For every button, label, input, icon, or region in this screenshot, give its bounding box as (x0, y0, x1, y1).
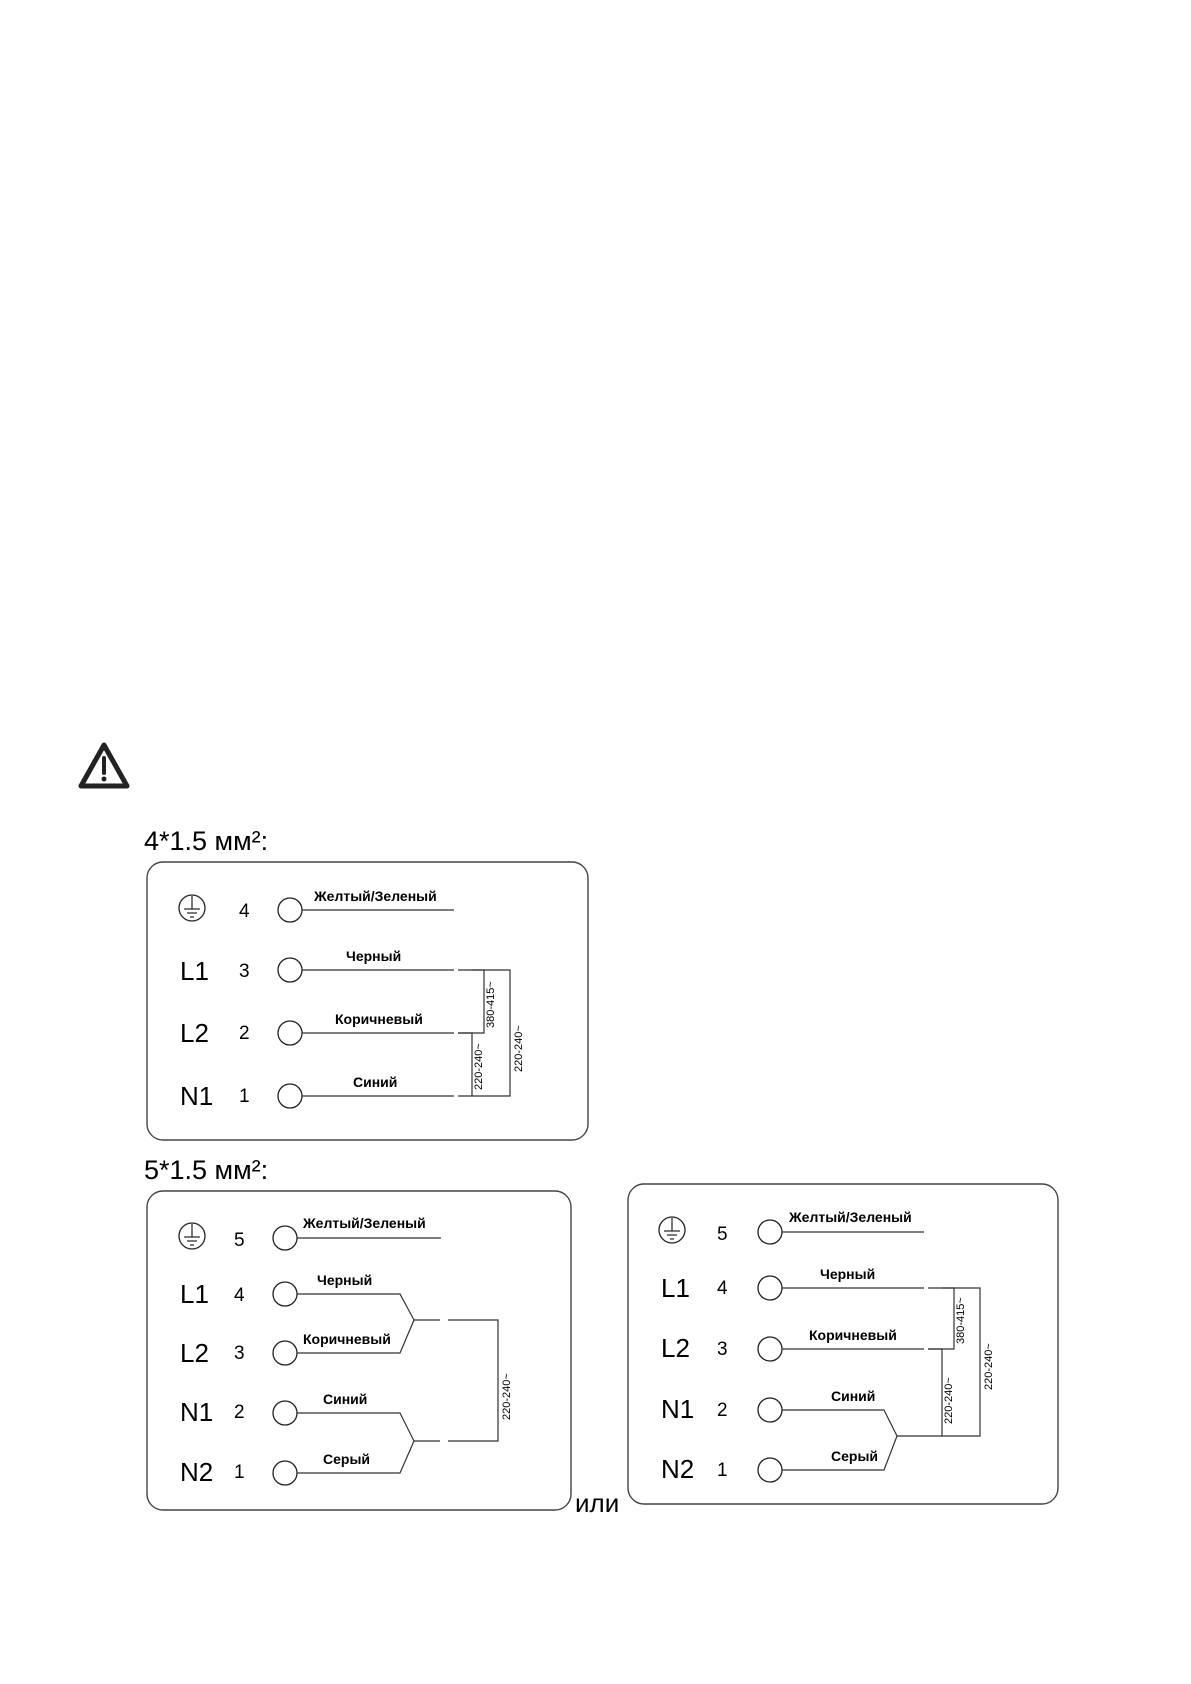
terminal-circle (273, 1341, 297, 1365)
ground-number: 5 (234, 1230, 245, 1251)
terminal-n2-number: 1 (717, 1460, 728, 1481)
or-label: или (575, 1488, 620, 1518)
terminal-l2: L2 (180, 1338, 209, 1368)
terminal-n1-number: 1 (239, 1086, 250, 1107)
voltage-label: 220-240~ (473, 1043, 485, 1090)
terminal-circle (758, 1276, 782, 1300)
terminal-circle (278, 898, 302, 922)
diagram-4-wire (147, 862, 588, 1140)
ground-icon (659, 1217, 685, 1243)
warning-icon (81, 745, 127, 786)
voltage-label: 380-415~ (955, 1297, 967, 1344)
wire-n1 (782, 1410, 897, 1436)
terminal-l2: L2 (661, 1333, 690, 1363)
terminal-circle (758, 1337, 782, 1361)
wire-label-l1: Черный (820, 1266, 876, 1282)
wire-label-n1: Синий (353, 1074, 398, 1090)
terminal-l2-number: 2 (239, 1023, 250, 1044)
terminal-circle (758, 1220, 782, 1244)
terminal-n1: N1 (180, 1081, 214, 1111)
bracket-380 (928, 1288, 954, 1349)
wire-label-n2: Серый (323, 1451, 371, 1467)
wire-n1 (297, 1413, 414, 1441)
terminal-l1-number: 3 (239, 961, 250, 982)
terminal-l1: L1 (180, 956, 209, 986)
wire-label-l2: Коричневый (335, 1011, 423, 1027)
terminal-circle (758, 1398, 782, 1422)
wire-label-l2: Коричневый (303, 1331, 391, 1347)
wire-label-ground: Желтый/Зеленый (314, 888, 437, 904)
wire-label-n2: Серый (831, 1448, 879, 1464)
voltage-label: 220-240~ (513, 1025, 525, 1072)
terminal-circle (758, 1458, 782, 1482)
terminal-circle (273, 1401, 297, 1425)
diagram-5-wire-b (628, 1184, 1058, 1504)
voltage-label: 220-240~ (943, 1377, 955, 1424)
terminal-n1-number: 2 (234, 1402, 245, 1423)
terminal-l1-number: 4 (717, 1278, 728, 1299)
terminal-circle (278, 1021, 302, 1045)
terminal-l2: L2 (180, 1018, 209, 1048)
terminal-l1-number: 4 (234, 1285, 245, 1306)
voltage-label: 380-415~ (485, 981, 497, 1028)
wire-l1 (297, 1294, 414, 1320)
voltage-label: 220-240~ (501, 1373, 513, 1420)
bracket-380 (458, 970, 484, 1033)
terminal-l1: L1 (180, 1279, 209, 1309)
terminal-n1-number: 2 (717, 1400, 728, 1421)
terminal-n1: N1 (180, 1397, 214, 1427)
voltage-label: 220-240~ (983, 1343, 995, 1390)
terminal-circle (273, 1461, 297, 1485)
bracket-220 (414, 1320, 498, 1441)
ground-number: 5 (717, 1224, 728, 1245)
terminal-l1: L1 (661, 1273, 690, 1303)
wire-label-ground: Желтый/Зеленый (789, 1209, 912, 1225)
terminal-circle (273, 1282, 297, 1306)
terminal-circle (273, 1226, 297, 1250)
terminal-circle (278, 958, 302, 982)
terminal-n2: N2 (180, 1457, 214, 1487)
terminal-l2-number: 3 (234, 1343, 245, 1364)
terminal-n2-number: 1 (234, 1462, 245, 1483)
terminal-l2-number: 3 (717, 1339, 728, 1360)
ground-icon (179, 1223, 205, 1249)
terminal-n2: N2 (661, 1454, 695, 1484)
diagram-5-wire-a (147, 1191, 571, 1510)
bracket-220-a (897, 1349, 942, 1436)
wire-label-n1: Синий (323, 1391, 368, 1407)
wire-label-ground: Желтый/Зеленый (303, 1215, 426, 1231)
wire-label-l2: Коричневый (809, 1327, 897, 1343)
terminal-n1: N1 (661, 1394, 695, 1424)
ground-number: 4 (239, 901, 250, 922)
wire-label-l1: Черный (346, 948, 402, 964)
bracket-220-a (458, 1033, 472, 1096)
heading-4-wire: 4*1.5 мм²: (144, 826, 269, 856)
wire-label-l1: Черный (317, 1272, 373, 1288)
terminal-circle (278, 1084, 302, 1108)
wire-label-n1: Синий (831, 1388, 876, 1404)
heading-5-wire: 5*1.5 мм²: (144, 1155, 269, 1185)
ground-icon (179, 895, 205, 921)
